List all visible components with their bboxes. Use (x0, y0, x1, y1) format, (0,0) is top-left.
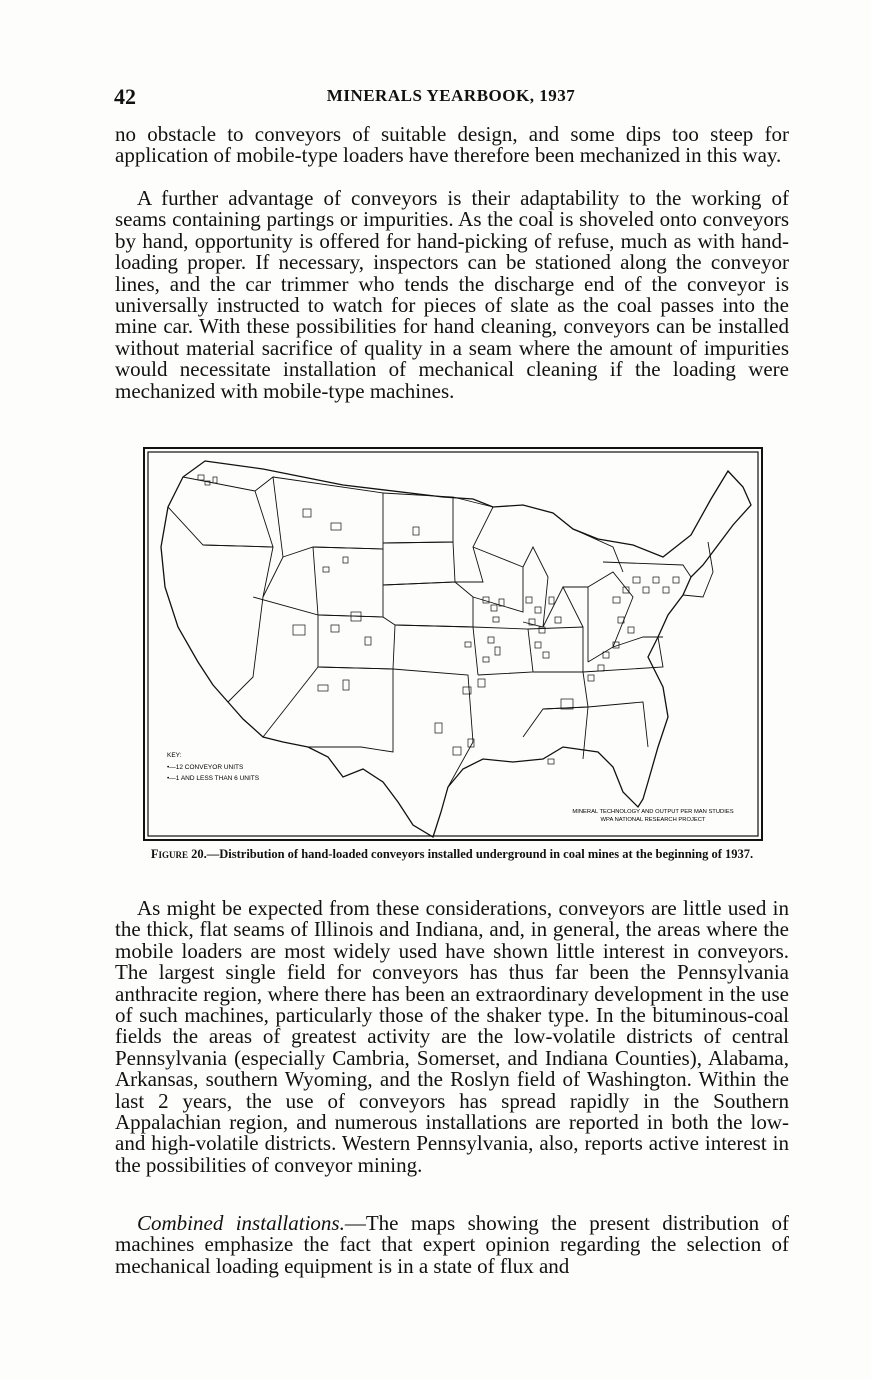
paragraph-combined-installations (115, 1213, 789, 1277)
paragraph-advantage (115, 188, 789, 402)
figure-caption-label: Figure 20. (150, 847, 207, 861)
map-key-item-2: •—1 AND LESS THAN 6 UNITS (167, 775, 260, 782)
combined-installations-heading: Combined installations. (137, 1211, 345, 1235)
page-number: 42 (114, 84, 136, 109)
map-credit-line-2: WPA NATIONAL RESEARCH PROJECT (600, 817, 706, 823)
running-title: MINERALS YEARBOOK, 1937 (326, 86, 576, 105)
state-lines (168, 477, 713, 787)
conveyor-dots (198, 475, 679, 764)
paragraph-continued: no obstacle to conveyors of suitable design, and some dips too steep for application of mobile-type loaders have therefore been mechanized in this way. (115, 122, 789, 168)
page-header (112, 84, 790, 110)
figure-caption (115, 848, 789, 861)
map-key-item-1: •—12 CONVEYOR UNITS (167, 764, 244, 771)
paragraph-advantage-text: A further advantage of conveyors is their adaptability to the working of seams containing partings or impurities. As the coal is shoveled onto conveyors by hand, opportunity is offered for hand-picking of refuse, much as with hand-loading proper. If necessary, inspectors can be stationed along the conveyor lines, and the car trimmer who tends the discharge end of the conveyor is universally instructed to watch for pieces of slate as the coal passes into the mine car. With these possibilities for hand cleaning, conveyors can be installed without material sacrifice of quality in a seam where the amount of impurities would necessitate installation of mechanical cleaning if the loading were mechanized with mobile-type machines. (115, 186, 789, 403)
figure-conveyor-map (143, 447, 763, 841)
us-map-illustration (143, 447, 763, 841)
figure-caption-text: —Distribution of hand-loaded conveyors installed underground in coal mines at the beginning of 1937. (206, 847, 754, 861)
paragraph-considerations (115, 898, 789, 1176)
map-key-title: KEY: (167, 752, 182, 759)
map-credit-line-1: MINERAL TECHNOLOGY AND OUTPUT PER MAN STUDIES (572, 809, 734, 815)
paragraph-considerations-text: As might be expected from these considerations, conveyors are little used in the thick, flat seams of Illinois and Indiana, and, in general, the areas where the mobile loaders are most widely used have shown little interest in conveyors. The largest single field for conveyors has thus far been the Pennsylvania anthracite region, where there has been an extraordinary development in the use of such machines, particularly those of the shaker type. In the bituminous-coal fields the areas of greatest activity are the low-volatile districts of central Pennsylvania (especially Cambria, Somerset, and Indiana Counties), Alabama, Arkansas, southern Wyoming, and the Roslyn field of Washington. Within the last 2 years, the use of conveyors has spread rapidly in the Southern Appalachian region, and numerous installations are reported in both the low- and high-volatile districts. Western Pennsylvania, also, reports active interest in the possibilities of conveyor mining. (115, 896, 789, 1177)
paragraph-combined-installations-text: —The maps showing the present distribution of machines emphasize the fact that expert opinion regarding the selection of mechanical loading equipment is in a state of flux and (115, 1211, 789, 1278)
